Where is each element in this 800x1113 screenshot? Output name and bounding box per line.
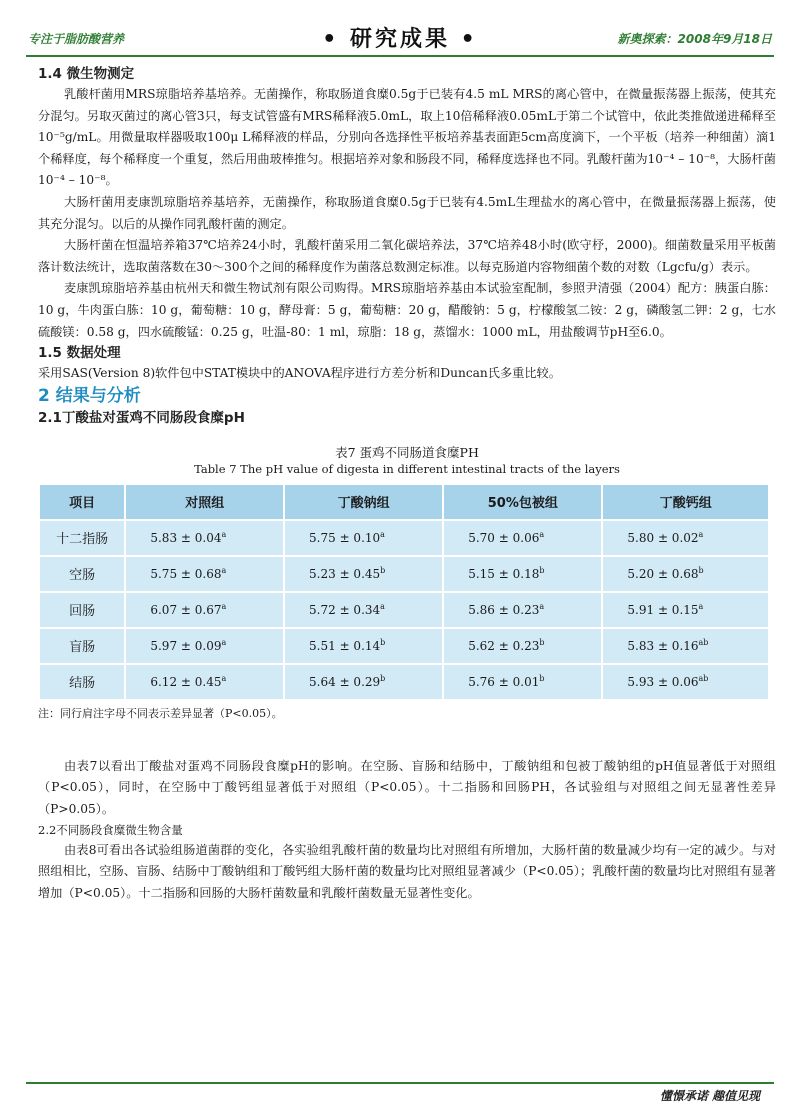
table-row — [39, 628, 769, 664]
table-row — [39, 556, 769, 592]
table-footnote: 注：同行肩注字母不同表示差异显著（P<0.05）。 — [38, 706, 283, 720]
table-cell — [602, 520, 769, 556]
cell-value: 5.80 ± 0.02 — [627, 531, 699, 546]
cell-value: 5.62 ± 0.23 — [468, 639, 540, 654]
cell-superscript: b — [380, 674, 386, 684]
cell-superscript: a — [698, 530, 704, 540]
table-cell — [125, 628, 284, 664]
table-cell — [443, 628, 602, 664]
column-header: 对照组 — [125, 484, 284, 520]
paragraph-culture: 大肠杆菌在恒温培养箱37℃培养24小时，乳酸杆菌采用二氧化碳培养法，37℃培养48小时(欧守杼，2000)。细菌数量采用平板菌落计数法统计，选取菌落数在30～300个之间的稀释度作为菌落总数测定标准。以每克肠道内容物细菌个数的对数（Lgcfu/g）表示。 — [38, 238, 776, 274]
column-header: 丁酸钙组 — [602, 484, 769, 520]
heading-1-5: 1.5 数据处理 — [38, 345, 121, 362]
cell-value: 5.75 ± 0.10 — [309, 531, 381, 546]
header-divider — [26, 55, 774, 57]
table-cell — [284, 520, 443, 556]
cell-superscript: a — [221, 566, 227, 576]
cell-superscript: b — [539, 674, 545, 684]
table-cell — [602, 628, 769, 664]
heading-1-4: 1.4 微生物测定 — [38, 66, 135, 82]
ph-table — [38, 483, 770, 701]
header-slogan: 专注于脂肪酸营养 — [28, 32, 125, 46]
cell-superscript: b — [539, 566, 545, 576]
table-title-en: Table 7 The pH value of digesta in different intestinal tracts of the layers — [194, 461, 620, 476]
cell-superscript: a — [698, 602, 704, 612]
page-header — [0, 0, 800, 58]
table-cell — [125, 520, 284, 556]
table-cell — [125, 592, 284, 628]
cell-value: 5.72 ± 0.34 — [309, 603, 381, 618]
table-cell — [443, 664, 602, 700]
cell-value: 5.97 ± 0.09 — [150, 639, 222, 654]
cell-superscript: a — [221, 638, 227, 648]
cell-superscript: a — [380, 530, 385, 540]
cell-superscript: b — [380, 566, 386, 576]
footer-divider — [26, 1082, 774, 1084]
cell-value: 5.75 ± 0.68 — [150, 567, 222, 582]
row-label: 空肠 — [39, 556, 125, 592]
cell-value: 6.12 ± 0.45 — [150, 675, 222, 690]
cell-value: 5.23 ± 0.45 — [309, 567, 381, 582]
cell-value: 5.83 ± 0.04 — [150, 531, 222, 546]
table-cell — [602, 556, 769, 592]
row-label: 十二指肠 — [39, 520, 125, 556]
paragraph-ecoli: 大肠杆菌用麦康凯琼脂培养基培养，无菌操作，称取肠道食糜0.5g于已装有4.5mL生理盐水的离心管中，在微量振荡器上振荡，使其充分混匀。以后的从操作同乳酸杆菌的测定。 — [38, 194, 776, 231]
table-cell — [284, 664, 443, 700]
table-cell — [284, 628, 443, 664]
footer-slogan: 懂憬承诺 趣值见现 — [659, 1089, 760, 1103]
heading-2: 2 结果与分析 — [38, 385, 141, 406]
cell-superscript: b — [539, 638, 545, 648]
table-title-cn: 表7 蛋鸡不同肠道食糜PH — [335, 444, 479, 460]
table-cell — [443, 520, 602, 556]
table-header-row — [39, 484, 769, 520]
cell-superscript: a — [221, 602, 227, 612]
cell-value: 5.70 ± 0.06 — [468, 531, 540, 546]
cell-value: 5.83 ± 0.16 — [627, 639, 699, 654]
cell-superscript: a — [221, 674, 227, 684]
cell-value: 5.64 ± 0.29 — [309, 675, 381, 690]
paragraph-lactobacillus: 乳酸杆菌用MRS琼脂培养基培养。无菌操作，称取肠道食糜0.5g于已装有4.5 mL MRS的离心管中，在微量振荡器上振荡，使其充分混匀。另取灭菌过的离心管3只，每支试管盛有MRS稀释液5.0mL，取上10倍稀释液0.05mL于第二个试管中，依此类推做递进稀释至10⁻⁵g/mL。用微量取样器吸取100μ L稀释液的样品，分别向各选择性平板培养基表面距5cm高度滴下，一个平板（培养一种细菌）滴1个稀释度，每个稀释度一个重复，然后用曲玻棒推匀。根据培养对象和肠段不同，稀释度选择也不同。乳酸杆菌为10⁻⁴ – 10⁻⁸，大肠杆菌10⁻⁴ – 10⁻⁸。 — [38, 87, 776, 188]
column-header: 项目 — [39, 484, 125, 520]
paragraph-microbes-discussion: 由表8可看出各试验组肠道菌群的变化，各实验组乳酸杆菌的数量均比对照组有所增加，大肠杆菌的数量减少均有一定的减少。与对照组相比，空肠、盲肠、结肠中丁酸钠组和丁酸钙组大肠杆菌的数量均比对照组显著减少（P<0.05）；乳酸杆菌的数量均比对照组有显著增加（P<0.05）。十二指肠和回肠的大肠杆菌数量和乳酸杆菌数量无显著性变化。 — [38, 842, 776, 900]
table-cell — [443, 592, 602, 628]
cell-superscript: a — [221, 530, 227, 540]
paragraph-data-processing: 采用SAS(Version 8)软件包中STAT模块中的ANOVA程序进行方差分析和Duncan氏多重比较。 — [38, 366, 561, 381]
table-cell — [125, 556, 284, 592]
cell-value: 5.76 ± 0.01 — [468, 675, 540, 690]
cell-superscript: a — [539, 602, 545, 612]
row-label: 盲肠 — [39, 628, 125, 664]
heading-2-2: 2.2不同肠段食糜微生物含量 — [38, 822, 183, 837]
heading-2-1: 2.1丁酸盐对蛋鸡不同肠段食糜pH — [38, 409, 245, 426]
cell-value: 5.15 ± 0.18 — [468, 567, 540, 582]
table-cell — [602, 664, 769, 700]
article-body — [38, 64, 776, 904]
cell-value: 5.91 ± 0.15 — [627, 603, 699, 618]
header-issue-date: 新奥探索：2008年9月18日 — [617, 32, 772, 46]
cell-value: 5.51 ± 0.14 — [309, 639, 381, 654]
cell-value: 6.07 ± 0.67 — [150, 603, 222, 618]
row-label: 回肠 — [39, 592, 125, 628]
column-header: 丁酸钠组 — [284, 484, 443, 520]
cell-superscript: b — [380, 638, 386, 648]
table-row — [39, 520, 769, 556]
cell-superscript: ab — [698, 674, 709, 684]
column-header: 50%包被组 — [443, 484, 602, 520]
cell-superscript: a — [380, 602, 385, 612]
cell-superscript: b — [698, 566, 704, 576]
table-row — [39, 664, 769, 700]
cell-value: 5.20 ± 0.68 — [627, 567, 699, 582]
cell-superscript: ab — [698, 638, 709, 648]
paragraph-media: 麦康凯琼脂培养基由杭州天和微生物试剂有限公司购得。MRS琼脂培养基由本试验室配制，参照尹清强（2004）配方：胰蛋白胨：10 g，牛肉蛋白胨：10 g，葡萄糖：10 g，酵母膏：5 g，葡萄糖：20 g，醋酸钠：5 g，柠檬酸氢二铵：2 g，磷酸氢二钾：2 g，七水硫酸镁：0.58 g，四水硫酸锰：0.25 g，吐温-80：1 ml，琼脂：18 g，蒸馏水：1000 mL，用盐酸调节pH至6.0。 — [38, 281, 776, 339]
cell-value: 5.93 ± 0.06 — [627, 675, 699, 690]
row-label: 结肠 — [39, 664, 125, 700]
header-section-title: • 研究成果 • — [322, 27, 478, 52]
table-row — [39, 592, 769, 628]
table-cell — [443, 556, 602, 592]
table-cell — [125, 664, 284, 700]
table-cell — [602, 592, 769, 628]
cell-superscript: a — [539, 530, 545, 540]
cell-value: 5.86 ± 0.23 — [468, 603, 540, 618]
paragraph-table7-discussion: 由表7以看出丁酸盐对蛋鸡不同肠段食糜pH的影响。在空肠、盲肠和结肠中，丁酸钠组和包被丁酸钠组的pH值显著低于对照组（P<0.05），同时，在空肠中丁酸钙组显著低于对照组（P<0.05）。十二指肠和回肠PH，各试验组与对照组之间无显著性差异（P>0.05）。 — [38, 758, 776, 816]
table-cell — [284, 556, 443, 592]
table-cell — [284, 592, 443, 628]
